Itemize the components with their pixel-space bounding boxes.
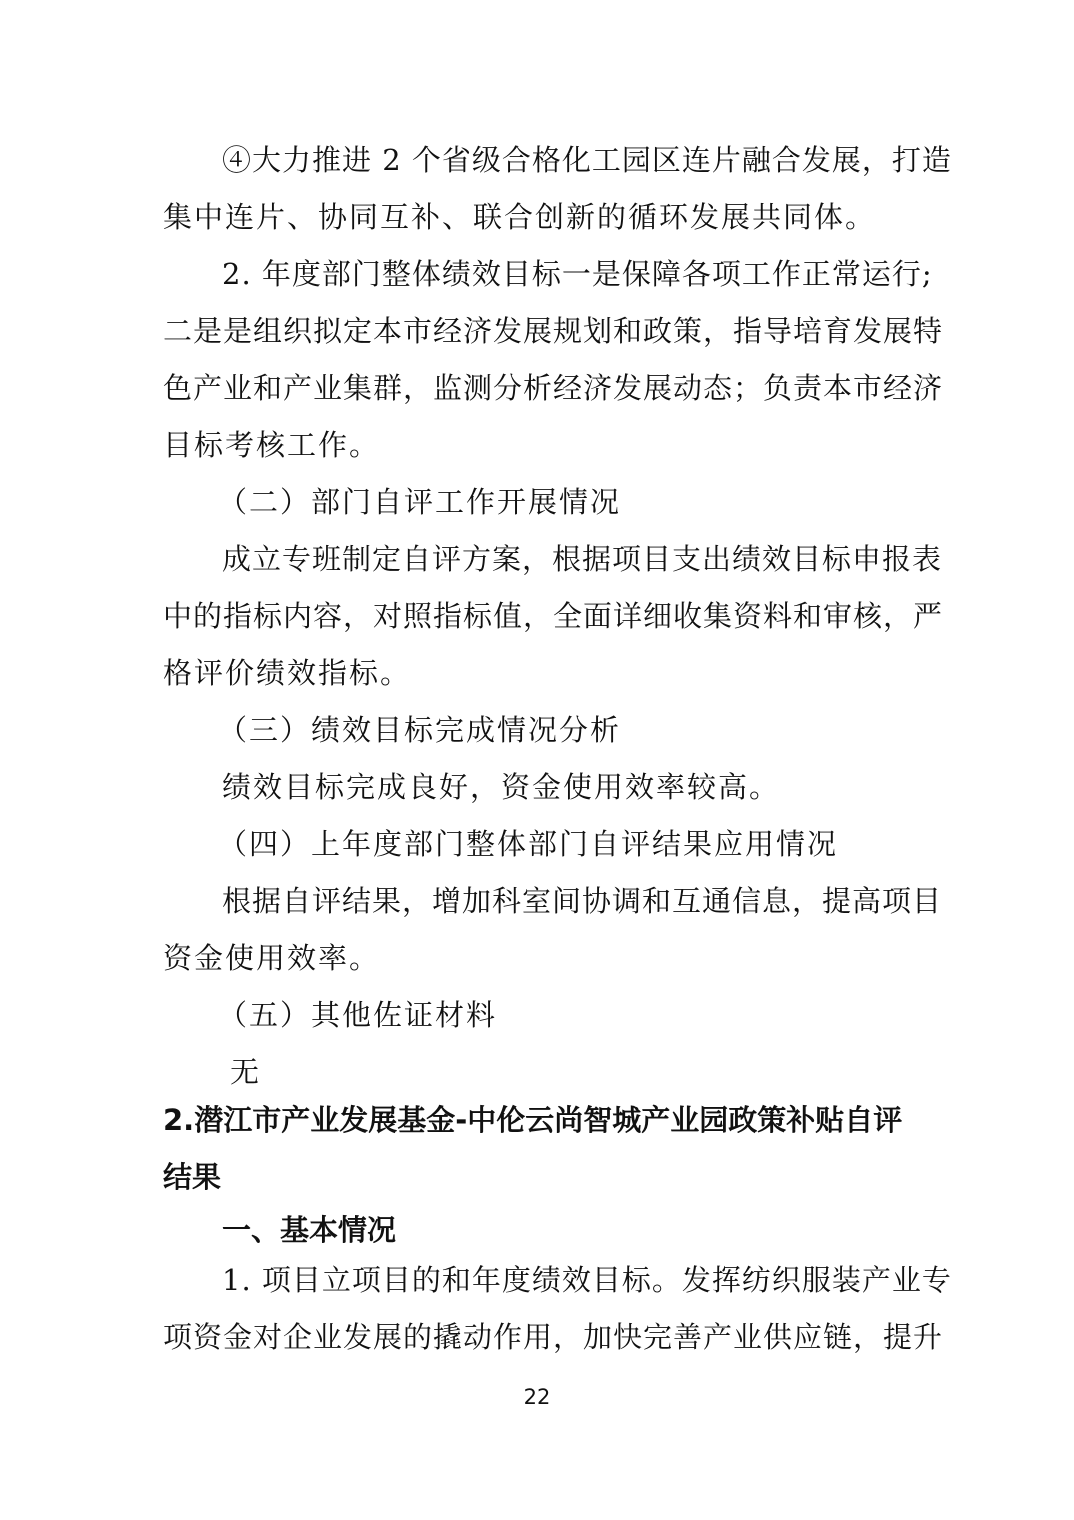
body-text-line: 根据自评结果，增加科室间协调和互通信息，提高项目 <box>222 884 943 918</box>
body-text-line: 绩效目标完成良好，资金使用效率较高。 <box>222 770 781 804</box>
body-text-line: 中的指标内容，对照指标值，全面详细收集资料和审核，严 <box>163 599 944 633</box>
section-heading: （四）上年度部门整体部门自评结果应用情况 <box>218 827 839 861</box>
body-text-line: 项资金对企业发展的撬动作用，加快完善产业供应链，提升 <box>163 1320 944 1354</box>
body-text-line: ④大力推进 2 个省级合格化工园区连片融合发展，打造 <box>222 143 952 177</box>
body-text-line: 二是是组织拟定本市经济发展规划和政策，指导培育发展特 <box>163 314 944 348</box>
body-text-line: 无 <box>230 1055 260 1089</box>
body-text-line: 成立专班制定自评方案，根据项目支出绩效目标申报表 <box>222 542 943 576</box>
section-heading: （二）部门自评工作开展情况 <box>218 485 622 519</box>
item-title: 2.潜江市产业发展基金-中伦云尚智城产业园政策补贴自评 <box>163 1103 903 1137</box>
item-title: 结果 <box>163 1160 222 1194</box>
body-text-line: 集中连片、协同互补、联合创新的循环发展共同体。 <box>163 200 877 234</box>
section-heading-bold: 一、基本情况 <box>222 1213 397 1247</box>
section-heading: （三）绩效目标完成情况分析 <box>218 713 622 747</box>
body-text-line: 色产业和产业集群，监测分析经济发展动态；负责本市经济 <box>163 371 944 405</box>
page-number: 22 <box>523 1385 551 1409</box>
body-text-line: 格评价绩效指标。 <box>163 656 412 690</box>
body-text-line: 目标考核工作。 <box>163 428 381 462</box>
section-heading: （五）其他佐证材料 <box>218 998 498 1032</box>
body-text-line: 1. 项目立项目的和年度绩效目标。发挥纺织服装产业专 <box>222 1263 952 1297</box>
body-text-line: 2. 年度部门整体绩效目标一是保障各项工作正常运行; <box>222 257 933 291</box>
body-text-line: 资金使用效率。 <box>163 941 381 975</box>
